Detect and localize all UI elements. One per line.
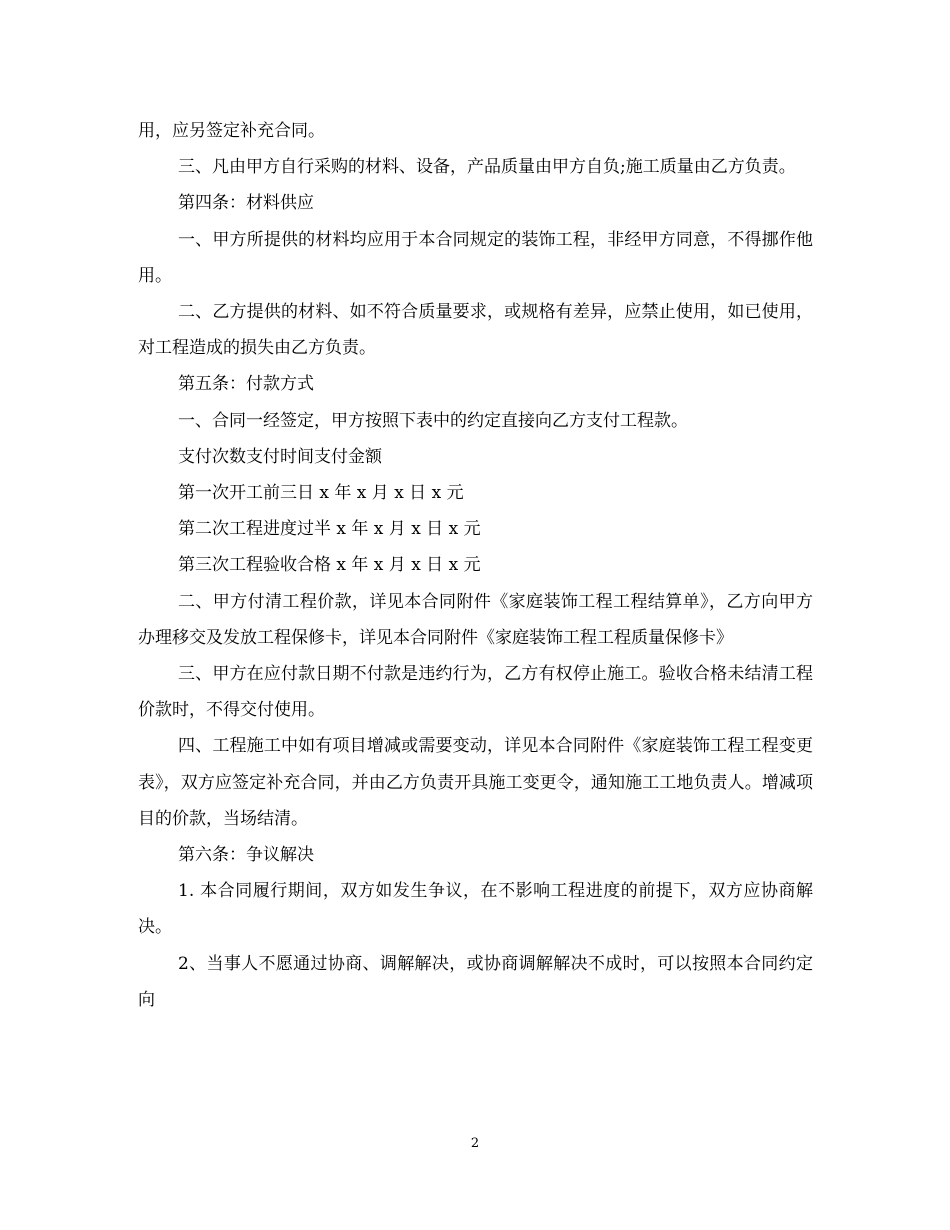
paragraph-article-4-item-2: 二、乙方提供的材料、如不符合质量要求，或规格有差异，应禁止使用，如已使用，对工程造成的损失由乙方负责。 [138, 302, 813, 359]
section-heading-article-5: 第五条：付款方式 [178, 374, 314, 395]
section-heading-article-6: 第六条：争议解决 [178, 845, 314, 866]
payment-table-header: 支付次数支付时间支付金额 [178, 446, 382, 467]
paragraph-article-5-item-4: 四、工程施工中如有项目增减或需要变动，详见本合同附件《家庭装饰工程工程变更表》，双方应签定补充合同，并由乙方负责开具施工变更令，通知施工工地负责人。增减项目的价款，当场结清。 [138, 736, 813, 829]
paragraph-article-5-item-1: 一、合同一经签定，甲方按照下表中的约定直接向乙方支付工程款。 [178, 410, 688, 431]
document-body [138, 113, 813, 1018]
paragraph-continuation: 用，应另签定补充合同。 [138, 121, 325, 141]
paragraph-article-6-item-1: 1. 本合同履行期间，双方如发生争议，在不影响工程进度的前提下，双方应协商解决。 [138, 881, 813, 938]
payment-row-1: 第一次开工前三日 x 年 x 月 x 日 x 元 [178, 483, 464, 504]
paragraph-article-5-item-3: 三、甲方在应付款日期不付款是违约行为，乙方有权停止施工。验收合格未结清工程价款时，不得交付使用。 [138, 664, 813, 721]
paragraph-article-6-item-2: 2、当事人不愿通过协商、调解解决，或协商调解解决不成时，可以按照本合同约定向 [138, 953, 813, 1010]
paragraph-clause-3-quality: 三、凡由甲方自行采购的材料、设备，产品质量由甲方自负;施工质量由乙方负责。 [178, 157, 796, 178]
page-number: 2 [470, 1136, 480, 1151]
payment-row-2: 第二次工程进度过半 x 年 x 月 x 日 x 元 [178, 519, 481, 540]
section-heading-article-4: 第四条：材料供应 [178, 193, 314, 214]
paragraph-article-5-item-2: 二、甲方付清工程价款，详见本合同附件《家庭装饰工程工程结算单》，乙方向甲方办理移交及发放工程保修卡，详见本合同附件《家庭装饰工程工程质量保修卡》 [138, 591, 813, 648]
payment-row-3: 第三次工程验收合格 x 年 x 月 x 日 x 元 [178, 555, 481, 576]
paragraph-article-4-item-1: 一、甲方所提供的材料均应用于本合同规定的装饰工程，非经甲方同意，不得挪作他用。 [138, 229, 813, 286]
